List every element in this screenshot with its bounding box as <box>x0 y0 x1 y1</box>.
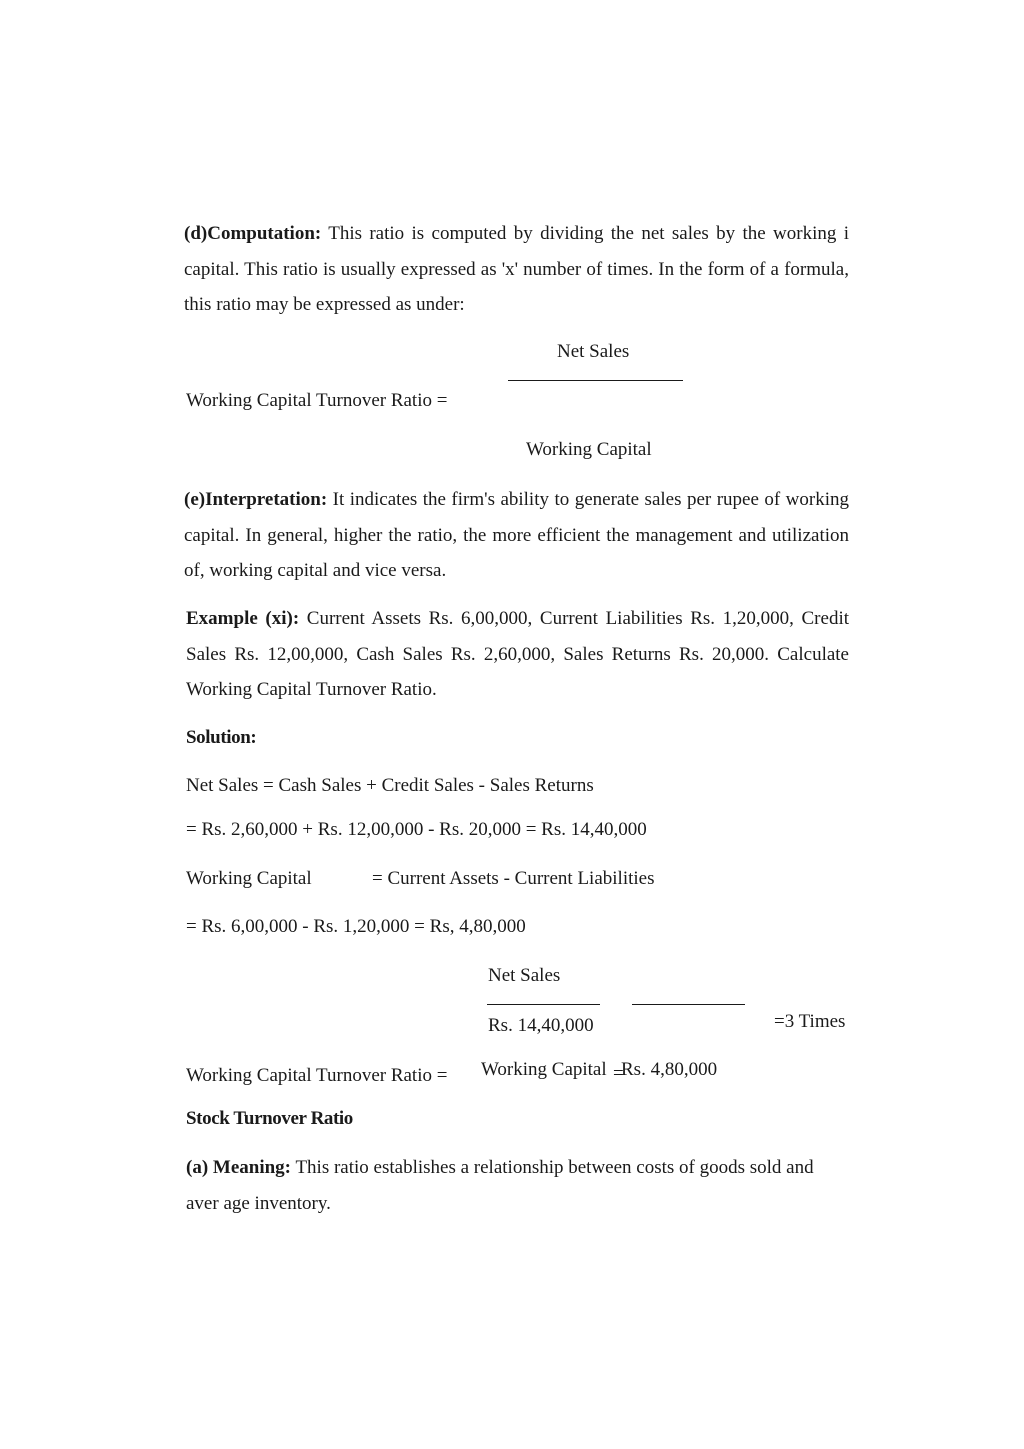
solution-working-capital-label: Working Capital <box>186 868 312 889</box>
formula1-denominator: Working Capital <box>526 439 652 460</box>
solution-line-net-sales: Net Sales = Cash Sales + Credit Sales - Sales Returns <box>186 775 594 796</box>
example-paragraph <box>186 601 849 708</box>
formula2-value-denominator: Rs. 4,80,000 <box>621 1059 718 1080</box>
formula2-denominator: Working Capital <box>481 1059 607 1080</box>
formula2-equals: = <box>613 1063 624 1084</box>
formula2-label: Working Capital Turnover Ratio = <box>186 1065 448 1086</box>
computation-heading: (d)Computation: <box>184 223 322 244</box>
formula2-fraction-bar-left <box>487 1004 600 1005</box>
solution-working-capital-calc: = Rs. 6,00,000 - Rs. 1,20,000 = Rs, 4,80,000 <box>186 916 526 937</box>
example-text: Current Assets Rs. 6,00,000, Current Liabilities Rs. 1,20,000, Credit Sales Rs. 12,00,000, Cash Sales Rs. 2,60,000, Sales Returns Rs. 20,000. Calculate Working Capital Turnover Ratio. <box>186 608 850 700</box>
interpretation-heading: (e)Interpretation: <box>184 489 328 510</box>
interpretation-paragraph <box>184 482 849 589</box>
solution-line-net-sales-calc: = Rs. 2,60,000 + Rs. 12,00,000 - Rs. 20,000 = Rs. 14,40,000 <box>186 819 647 840</box>
formula2-result: =3 Times <box>774 1011 846 1032</box>
stock-meaning-heading: (a) Meaning: <box>186 1157 292 1178</box>
formula1-label: Working Capital Turnover Ratio = <box>186 390 448 411</box>
formula2-fraction-bar-right <box>632 1004 745 1005</box>
solution-working-capital-formula: = Current Assets - Current Liabilities <box>372 868 655 889</box>
example-heading: Example (xi): <box>186 608 300 629</box>
computation-text: This ratio is computed by dividing the net sales by the working i capital. This ratio is usually expressed as 'x' number of times. In the form of a formula, this ratio may be expressed as under: <box>184 223 849 315</box>
formula2-value-numerator: Rs. 14,40,000 <box>488 1015 594 1036</box>
formula1-fraction-bar <box>508 380 683 381</box>
formula1-numerator: Net Sales <box>557 341 630 362</box>
interpretation-text: It indicates the firm's ability to generate sales per rupee of working capital. In general, higher the ratio, the more efficient the management and utilization of, working capital and vice versa. <box>184 489 849 581</box>
stock-turnover-title: Stock Turnover Ratio <box>186 1108 353 1129</box>
stock-meaning-text: This ratio establishes a relationship between costs of goods sold and aver age inventory. <box>186 1157 814 1214</box>
computation-paragraph <box>184 216 849 323</box>
formula2-numerator: Net Sales <box>488 965 561 986</box>
stock-meaning-paragraph <box>186 1150 849 1221</box>
solution-heading: Solution: <box>186 727 257 748</box>
